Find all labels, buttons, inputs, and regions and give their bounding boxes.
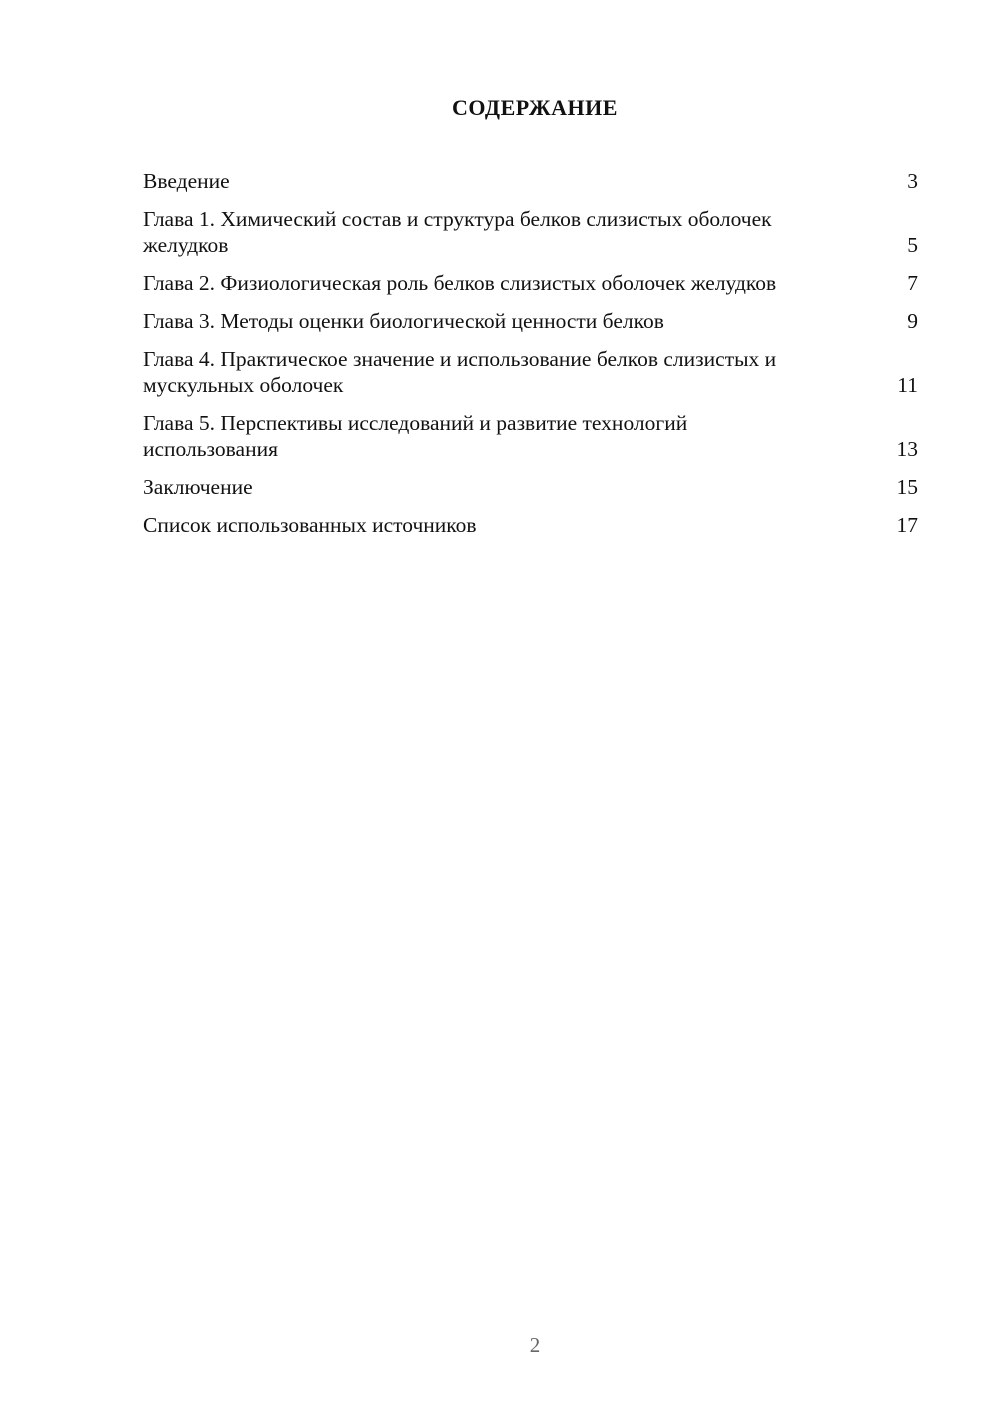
toc-item-conclusion (143, 474, 918, 500)
toc-item-text: Глава 1. Химический состав и структура белков слизистых оболочек желудков (143, 207, 772, 257)
table-of-contents (143, 168, 918, 550)
toc-item-page: 9 (907, 309, 918, 333)
toc-item-page: 17 (896, 513, 918, 537)
toc-item-page: 11 (897, 373, 918, 397)
toc-item-chapter-1 (143, 206, 918, 258)
toc-item-text: Глава 3. Методы оценки биологической ценности белков (143, 309, 664, 333)
page-title: СОДЕРЖАНИЕ (452, 95, 618, 120)
toc-item-text: Заключение (143, 475, 253, 499)
toc-item-chapter-4 (143, 346, 918, 398)
toc-item-page: 5 (907, 233, 918, 257)
toc-item-introduction (143, 168, 918, 194)
toc-item-page: 15 (896, 475, 918, 499)
toc-item-chapter-2 (143, 270, 918, 296)
toc-item-text: Глава 2. Физиологическая роль белков слизистых оболочек желудков (143, 271, 777, 295)
toc-item-references (143, 512, 918, 538)
toc-item-page: 7 (907, 271, 918, 295)
toc-item-chapter-5 (143, 410, 918, 462)
page-number: 2 (529, 1333, 541, 1357)
toc-item-text: Список использованных источников (143, 513, 477, 537)
toc-item-page: 13 (896, 437, 918, 461)
toc-item-text: Глава 5. Перспективы исследований и развитие технологий использования (143, 411, 688, 461)
toc-item-text: Введение (143, 169, 230, 193)
toc-item-text: Глава 4. Практическое значение и использование белков слизистых и мускульных оболочек (143, 347, 777, 397)
toc-item-chapter-3 (143, 308, 918, 334)
toc-item-page: 3 (907, 169, 918, 193)
